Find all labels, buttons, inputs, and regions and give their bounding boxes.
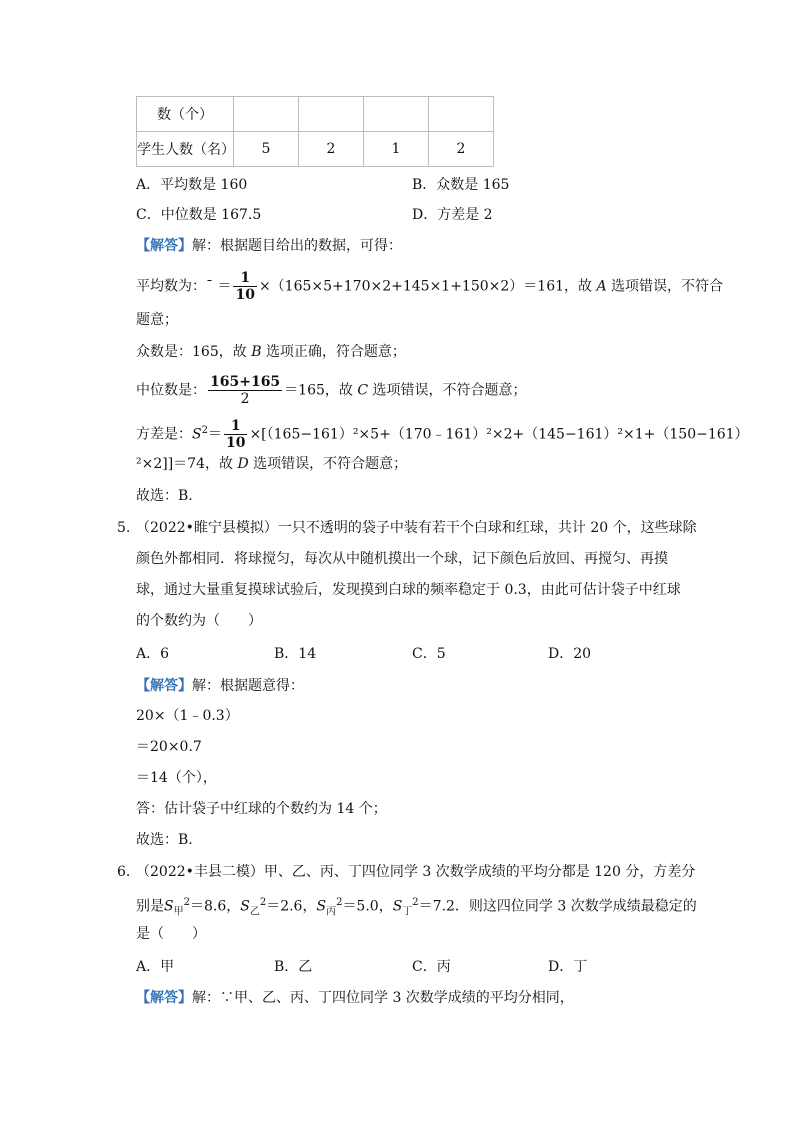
answer-tag: 【解答】 bbox=[136, 238, 192, 254]
q5-reply: 答：估计袋子中红球的个数约为 14 个； bbox=[136, 801, 387, 817]
table-cell: 5 bbox=[234, 132, 299, 167]
q5-option-d: D．20 bbox=[548, 646, 592, 662]
table-cell bbox=[234, 97, 299, 132]
fraction: $\frac{1}{10}$ bbox=[235, 270, 255, 303]
q5-step2: ＝20×0.7 bbox=[136, 739, 202, 755]
mean-expression: ×（165×5+170×2+145×1+150×2）＝161，故 bbox=[258, 278, 593, 295]
q4-answer-intro bbox=[136, 236, 402, 256]
q4-option-c: C．中位数是 167.5 bbox=[136, 207, 262, 223]
mean-bar-symbol: ¯ bbox=[206, 278, 213, 295]
q5-answer-intro: 【解答】解：根据题意得： bbox=[136, 678, 304, 694]
q5-step3: ＝14（个）， bbox=[136, 770, 217, 786]
q5-choose: 故选：B. bbox=[136, 832, 193, 848]
answer-tag: 【解答】 bbox=[136, 678, 192, 694]
q5-line1: （2022•睢宁县模拟）一只不透明的袋子中装有若干个白球和红球，共计 20 个，这些球除 bbox=[136, 520, 697, 536]
q6-line3: 是（ ） bbox=[136, 926, 206, 942]
q4-option-b: B．众数是 165 bbox=[412, 177, 510, 193]
q6-option-c: C．丙 bbox=[412, 959, 451, 975]
q5-step1: 20×（1﹣0.3） bbox=[136, 708, 239, 724]
q5-line3: 球，通过大量重复摸球试验后，发现摸到白球的频率稳定于 0.3，由此可估计袋子中红球 bbox=[136, 582, 681, 598]
q4-choose: 故选：B. bbox=[136, 488, 193, 504]
score-table bbox=[136, 96, 494, 167]
table-cell bbox=[364, 97, 429, 132]
q6-option-d: D．丁 bbox=[548, 959, 588, 975]
q5-number: 5. bbox=[117, 520, 131, 536]
q4-variance-line: 方差是：$S^2=$ $\frac{1}{10}$ ×[（165−161）²×5+（170﹣161）²×2+（145−161）²×1+（150−161） bbox=[136, 418, 749, 451]
q6-option-b: B．乙 bbox=[274, 959, 313, 975]
fraction: $\frac{1}{10}$ bbox=[225, 418, 246, 451]
table-cell bbox=[299, 97, 364, 132]
q5-option-c: C．5 bbox=[412, 646, 446, 662]
table-cell: 1 bbox=[364, 132, 429, 167]
q4-mode-line: 众数是：165，故 B 选项正确，符合题意； bbox=[136, 344, 406, 360]
q4-median-line: 中位数是： $\frac{165+165}{2}$ ＝165，故 C 选项错误，不符合题意； bbox=[136, 374, 527, 407]
q5-line2: 颜色外都相同．将球搅匀，每次从中随机摸出一个球，记下颜色后放回、再搅匀、再摸 bbox=[136, 551, 668, 567]
q4-variance-cont: ²×2]]＝74，故 D 选项错误，不符合题意； bbox=[136, 456, 408, 472]
q6-number: 6. bbox=[117, 864, 131, 880]
q5-option-a: A．6 bbox=[136, 646, 170, 662]
table-cell: 2 bbox=[429, 132, 494, 167]
table-row bbox=[137, 132, 494, 167]
q5-option-b: B．14 bbox=[274, 646, 317, 662]
mean-prefix: 平均数为： bbox=[136, 278, 206, 295]
q6-line2: 别是$S_甲^2=8.6$，$S_乙^2=2.6$，$S_丙^2=5.0$，$S_丁^2=7.2$．则这四位同学 3 次数学成绩最稳定的 bbox=[136, 897, 697, 918]
q6-line1: （2022•丰县二模）甲、乙、丙、丁四位同学 3 次数学成绩的平均分都是 120 分，方差分 bbox=[136, 864, 696, 880]
table-cell bbox=[429, 97, 494, 132]
table-header-students: 学生人数（名） bbox=[137, 132, 234, 167]
fraction: $\frac{165+165}{2}$ bbox=[210, 374, 281, 407]
q4-mean-line: 平均数为：¯ ＝ $\frac{1}{10}$ ×（165×5+170×2+145×1+150×2）＝161，故 A 选项错误，不符合 bbox=[136, 270, 724, 303]
q6-option-a: A．甲 bbox=[136, 959, 175, 975]
q4-option-a: A．平均数是 160 bbox=[136, 177, 248, 193]
q4-mean-cont: 题意； bbox=[136, 312, 178, 328]
table-row bbox=[137, 97, 494, 132]
table-cell: 2 bbox=[299, 132, 364, 167]
table-header-count: 数（个） bbox=[137, 97, 234, 132]
q4-option-d: D．方差是 2 bbox=[412, 207, 493, 223]
q6-answer: 【解答】解：∵甲、乙、丙、丁四位同学 3 次数学成绩的平均分相同， bbox=[136, 990, 574, 1006]
answer-tag: 【解答】 bbox=[136, 990, 192, 1006]
answer-text: 解：根据题目给出的数据，可得： bbox=[192, 238, 402, 254]
q5-line4: 的个数约为（ ） bbox=[136, 613, 262, 629]
